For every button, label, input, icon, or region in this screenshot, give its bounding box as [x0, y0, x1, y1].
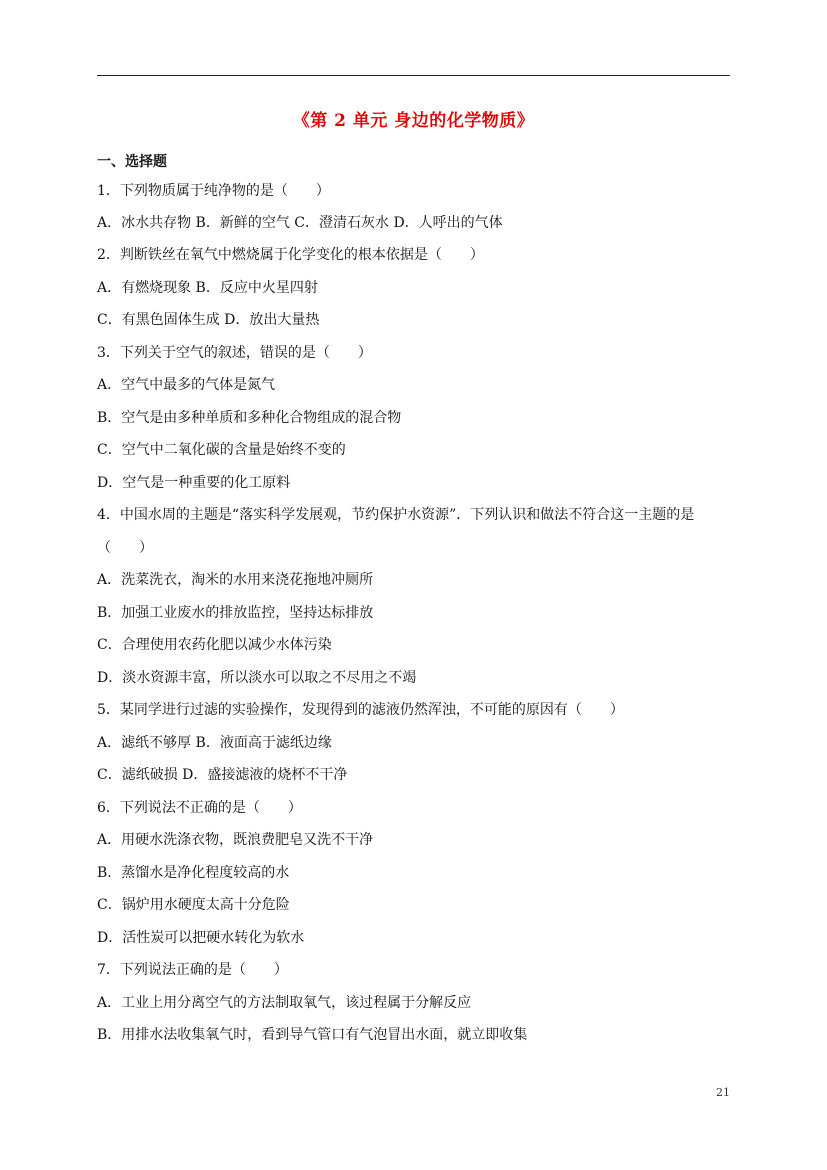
question-line: 3．下列关于空气的叙述，错误的是（ ） [97, 345, 372, 361]
question-line: D．空气是一种重要的化工原料 [97, 475, 291, 491]
question-line: 2．判断铁丝在氧气中燃烧属于化学变化的根本依据是（ ） [97, 247, 484, 263]
question-line: A．工业上用分离空气的方法制取氧气，该过程属于分解反应 [97, 995, 472, 1011]
page-title: 《第 2 单元 身边的化学物质》 [292, 111, 535, 131]
question-line: A．滤纸不够厚 B．液面高于滤纸边缘 [97, 735, 332, 751]
question-line: C．滤纸破损 D．盛接滤液的烧杯不干净 [97, 767, 348, 783]
question-line: 5．某同学进行过滤的实验操作，发现得到的滤液仍然浑浊，不可能的原因有（ ） [97, 702, 624, 718]
question-line: D．淡水资源丰富，所以淡水可以取之不尽用之不竭 [97, 670, 417, 686]
question-line: B．空气是由多种单质和多种化合物组成的混合物 [97, 410, 402, 426]
question-line: C．合理使用农药化肥以减少水体污染 [97, 637, 332, 653]
question-line: （ ） [97, 540, 153, 556]
question-line: C．空气中二氧化碳的含量是始终不变的 [97, 442, 346, 458]
section-heading: 一、选择题 [97, 154, 167, 170]
question-line: A．空气中最多的气体是氮气 [97, 377, 276, 393]
question-line: A．洗菜洗衣，淘米的水用来浇花拖地冲厕所 [97, 572, 374, 588]
question-line: A．冰水共存物 B．新鲜的空气 C．澄清石灰水 D．人呼出的气体 [97, 215, 503, 231]
question-line: C．有黑色固体生成 D．放出大量热 [97, 312, 320, 328]
header-rule [97, 75, 730, 76]
question-line: 7．下列说法正确的是（ ） [97, 962, 288, 978]
question-line: A．用硬水洗涤衣物，既浪费肥皂又洗不干净 [97, 832, 374, 848]
question-line: D．活性炭可以把硬水转化为软水 [97, 930, 305, 946]
question-line: B．用排水法收集氧气时，看到导气管口有气泡冒出水面，就立即收集 [97, 1027, 528, 1043]
question-line: 1．下列物质属于纯净物的是（ ） [97, 183, 330, 199]
question-line: A．有燃烧现象 B．反应中火星四射 [97, 280, 318, 296]
question-line: B．加强工业废水的排放监控，坚持达标排放 [97, 605, 374, 621]
question-line: B．蒸馏水是净化程度较高的水 [97, 865, 290, 881]
question-line: C．锅炉用水硬度太高十分危险 [97, 897, 290, 913]
question-line: 6．下列说法不正确的是（ ） [97, 800, 302, 816]
question-line: 4．中国水周的主题是“落实科学发展观，节约保护水资源”．下列认识和做法不符合这一主题的是 [97, 507, 695, 523]
page-number: 21 [716, 1086, 730, 1099]
